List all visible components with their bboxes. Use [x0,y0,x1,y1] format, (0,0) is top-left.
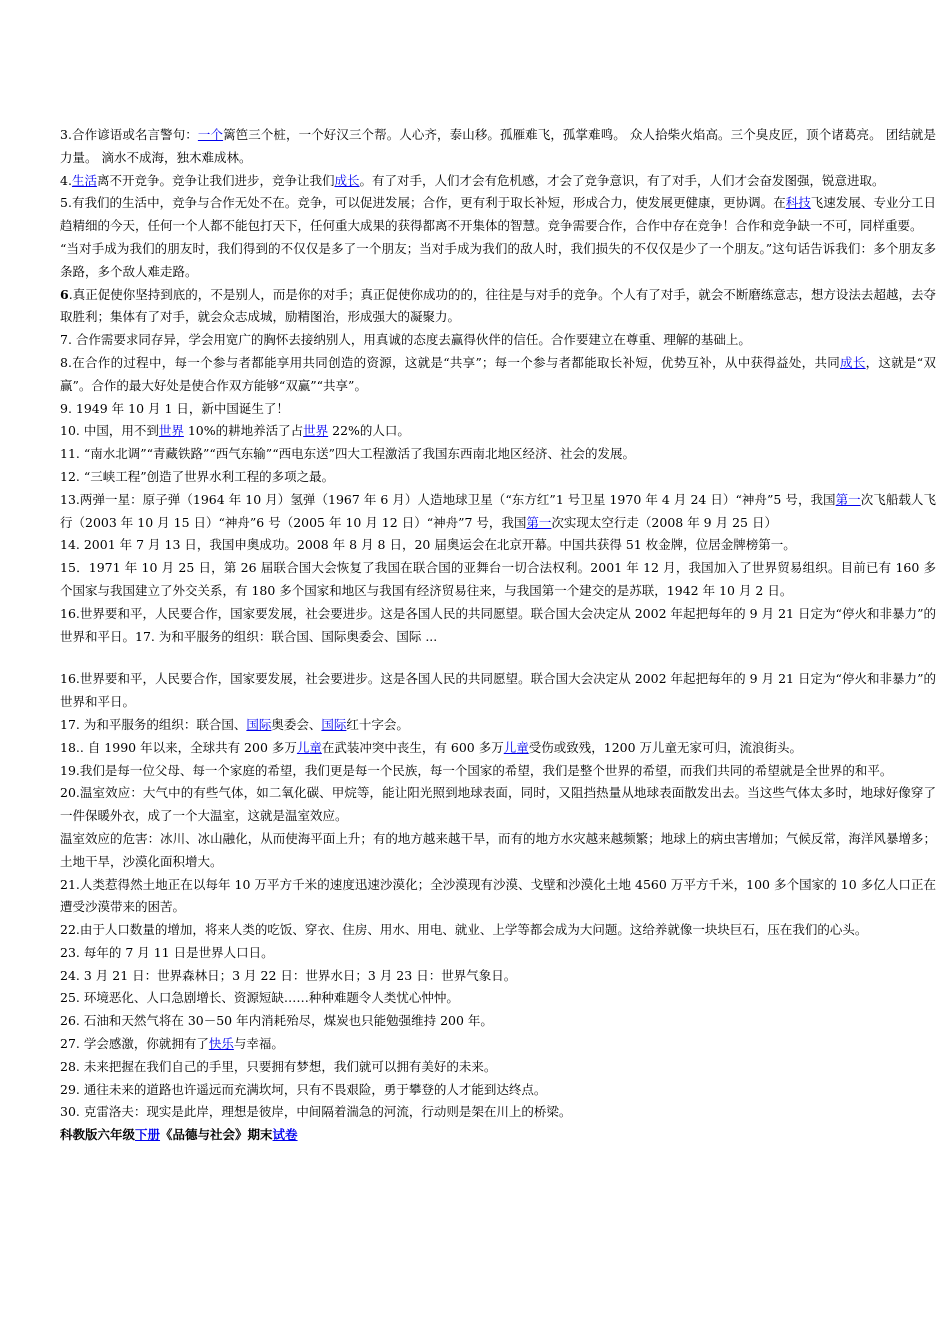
text-run: 《品德与社会》期末 [160,1127,273,1143]
keyword-link[interactable]: 下册 [135,1127,161,1143]
text-run: 22%的人口。 [328,423,410,439]
paragraph [60,192,936,238]
keyword-link[interactable]: 国际 [321,716,347,732]
paragraph [60,874,936,920]
text-run: 26. 石油和天然气将在 30－50 年内消耗殆尽，煤炭也只能勉强维持 200 年。 [60,1013,493,1029]
paragraph [60,782,936,828]
paragraph [60,668,936,714]
paragraph [60,557,936,603]
paragraph [60,329,936,352]
text-run: 受伤或致残，1200 万儿童无家可归，流浪街头。 [528,739,803,755]
keyword-link[interactable]: 国际 [246,716,272,732]
keyword-link[interactable]: 世界 [303,423,329,439]
text-run: 15．1971 年 10 月 25 日，第 26 届联合国大会恢复了我国在联合国的亚舞台一切合法权利。2001 年 12 月，我国加入了世界贸易组织。目前已有 160 多个国家与我国建立了外交关系，有 180 多个国家和地区与我国有经济贸易往来，与我国第一个建交的是苏联，1942 年 10 月 2 日。 [60,560,936,598]
text-run: 17. 为和平服务的组织：联合国、 [60,716,247,732]
paragraph [60,1056,936,1079]
paragraph [60,1033,936,1056]
text-run: 在武装冲突中丧生，有 600 多万 [321,739,504,755]
paragraph [60,284,936,330]
paragraph-gap [60,648,936,668]
paragraph [60,124,936,170]
text-run: 28. 未来把握在我们自己的手里，只要拥有梦想，我们就可以拥有美好的未来。 [60,1058,497,1074]
paragraph [60,398,936,421]
text-run: 飞速发展、专业分工日趋精细的今天，任何一个人都不能包打天下，任何重大成果的获得都离不开集体的智慧。竞争需要合作，合作中存在竞争！合作和竞争缺一不可，同样重要。 [60,195,936,234]
keyword-link[interactable]: 成长 [840,354,866,370]
text-run: 11. “南水北调”“青藏铁路”“西气东输”“西电东送”四大工程激活了我国东西南北地区经济、社会的发展。 [60,446,635,462]
text-run: 篱笆三个桩，一个好汉三个帮。人心齐，泰山移。孤雁难飞，孤掌难鸣。 众人拾柴火焰高。三个臭皮匠，顶个诸葛亮。 团结就是力量。 滴水不成海，独木难成林。 [60,127,936,165]
text-run: 科教版六年级 [60,1127,136,1143]
paragraph [60,828,936,874]
text-run: 30. 克雷洛夫：现实是此岸，理想是彼岸，中间隔着湍急的河流，行动则是架在川上的桥梁。 [60,1104,572,1120]
text-run: 21.人类惹得然土地正在以每年 10 万平方千米的速度迅速沙漠化；全沙漠现有沙漠、戈壁和沙漠化土地 4560 万平方千米，100 多个国家的 10 多亿人口正在遭受沙漠带来的困苦。 [60,876,936,915]
text-run: 13.两弹一星：原子弹（1964 年 10 月）氢弹（1967 年 6 月）人造地球卫星（“东方红”1 号卫星 1970 年 4 月 24 日）“神舟”5 号，我国 [60,491,836,507]
footer-title [60,1124,936,1147]
text-run: 22.由于人口数量的增加，将来人类的吃饭、穿衣、住房、用水、用电、就业、上学等都会成为大问题。这给养就像一块块巨石，压在我们的心头。 [60,922,868,938]
keyword-link[interactable]: 快乐 [208,1036,234,1052]
text-run: 。有了对手，人们才会有危机感，才会了竞争意识，有了对手，人们才会奋发图强，锐意进取。 [359,172,885,188]
paragraph [60,942,936,965]
text-run: 红十字会。 [346,716,409,732]
text-run: 12. “三峡工程”创造了世界水利工程的多项之最。 [60,468,335,484]
paragraph [60,489,936,535]
paragraph [60,965,936,988]
paragraph [60,603,936,649]
keyword-link[interactable]: 第一 [835,491,861,507]
text-run: 10. 中国，用不到 [60,423,159,439]
text-run: 9. 1949 年 10 月 1 日，新中国诞生了！ [60,400,289,416]
paragraph [60,760,936,783]
text-run: 25. 环境恶化、人口急剧增长、资源短缺……种种难题令人类忧心忡忡。 [60,990,459,1006]
text-run: 27. 学会感激，你就拥有了 [60,1036,209,1052]
keyword-link[interactable]: 生活 [71,172,97,188]
paragraph [60,443,936,466]
text-run: .真正促使你坚持到底的，不是别人，而是你的对手；真正促使你成功的的，往往是与对手的竞争。个人有了对手，就会不断磨练意志，想方设法去超越，去夺取胜利；集体有了对手，就会众志成城，励精图治，形成强大的凝聚力。 [60,286,936,325]
text-run: 7. 合作需要求同存异，学会用宽广的胸怀去接纳别人，用真诚的态度去赢得伙伴的信任。合作要建立在尊重、理解的基础上。 [60,332,751,348]
keyword-link[interactable]: 科技 [785,195,811,211]
paragraph [60,987,936,1010]
paragraph [60,1079,936,1102]
keyword-link[interactable]: 儿童 [296,739,322,755]
text-run: 19.我们是每一位父母、每一个家庭的希望，我们更是每一个民族，每一个国家的希望，我们是整个世界的希望，而我们共同的希望就是全世界的和平。 [60,762,893,778]
paragraph [60,534,936,557]
document-page [60,124,936,1147]
text-run: 14. 2001 年 7 月 13 日，我国申奥成功。2008 年 8 月 8 日，20 届奥运会在北京开幕。中国共获得 51 枚金牌，位居金牌榜第一。 [60,537,796,553]
text-run: 与幸福。 [233,1036,284,1052]
text-run: “当对手成为我们的朋友时，我们得到的不仅仅是多了一个朋友；当对手成为我们的敌人时，我们损失的不仅仅是少了一个朋友。”这句话告诉我们：多个朋友多条路，多个敌人难走路。 [60,240,936,279]
paragraph [60,1010,936,1033]
text-run: 29. 通往未来的道路也许遥远而充满坎坷，只有不畏艰险，勇于攀登的人才能到达终点。 [60,1081,547,1097]
paragraph [60,352,936,398]
text-run: ，这就是“双赢”。合作的最大好处是使合作双方能够“双赢”“共享”。 [60,354,936,393]
text-run: 温室效应的危害：冰川、冰山融化，从而使海平面上升；有的地方越来越干旱，而有的地方水灾越来越频繁；地球上的病虫害增加；气候反常，海洋风暴增多；土地干旱，沙漠化面积增大。 [60,830,936,869]
text-run: 24. 3 月 21 日：世界森林日；3 月 22 日：世界水日；3 月 23 日：世界气象日。 [60,967,517,983]
text-run: 奥委会、 [271,716,322,732]
paragraph [60,1101,936,1124]
text-run: 23. 每年的 7 月 11 日是世界人口日。 [60,944,274,960]
text-run: 16.世界要和平，人民要合作，国家要发展，社会要进步。这是各国人民的共同愿望。联合国大会决定从 2002 年起把每年的 9 月 21 日定为“停火和非暴力”的世界和平日。 [60,671,936,710]
text-run: 次飞船载人飞行（2003 年 10 月 15 日）“神舟”6 号（2005 年 10 月 12 日）“神舟”7 号，我国 [60,491,936,530]
text-run: 8.在合作的过程中，每一个参与者都能享用共同创造的资源，这就是“共享”；每一个参与者都能取长补短，优势互补，从中获得益处，共同 [60,354,841,370]
paragraph [60,714,936,737]
text-run: 6 [60,286,69,302]
text-run: 次实现太空行走（2008 年 9 月 25 日） [551,514,777,530]
keyword-link[interactable]: 试卷 [272,1127,298,1143]
keyword-link[interactable]: 一个 [197,127,224,142]
paragraph [60,919,936,942]
text-run: 4. [60,172,72,188]
keyword-link[interactable]: 成长 [334,172,360,188]
text-run: 离不开竞争。竞争让我们进步，竞争让我们 [96,172,335,188]
text-run: 10%的耕地养活了占 [183,423,304,439]
keyword-link[interactable]: 儿童 [503,739,529,755]
text-run: 16.世界要和平，人民要合作，国家要发展，社会要进步。这是各国人民的共同愿望。联合国大会决定从 2002 年起把每年的 9 月 21 日定为“停火和非暴力”的世界和平日。17. 为和平服务的组织：联合国、国际奥委会、国际 ... [60,605,936,644]
paragraph [60,466,936,489]
keyword-link[interactable]: 世界 [158,423,184,439]
paragraph [60,420,936,443]
paragraph [60,737,936,760]
text-run: 3.合作谚语或名言警句： [60,127,198,142]
keyword-link[interactable]: 第一 [526,514,552,530]
paragraph [60,170,936,193]
text-run: 5.有我们的生活中，竞争与合作无处不在。竞争，可以促进发展；合作，更有利于取长补短，形成合力，使发展更健康，更协调。在 [60,195,786,211]
paragraph [60,238,936,284]
text-run: 18.. 自 1990 年以来，全球共有 200 多万 [60,739,297,755]
text-run: 20.温室效应：大气中的有些气体，如二氧化碳、甲烷等，能让阳光照到地球表面，同时，又阻挡热量从地球表面散发出去。当这些气体太多时，地球好像穿了一件保暖外衣，成了一个大温室，这就是温室效应。 [60,785,936,824]
